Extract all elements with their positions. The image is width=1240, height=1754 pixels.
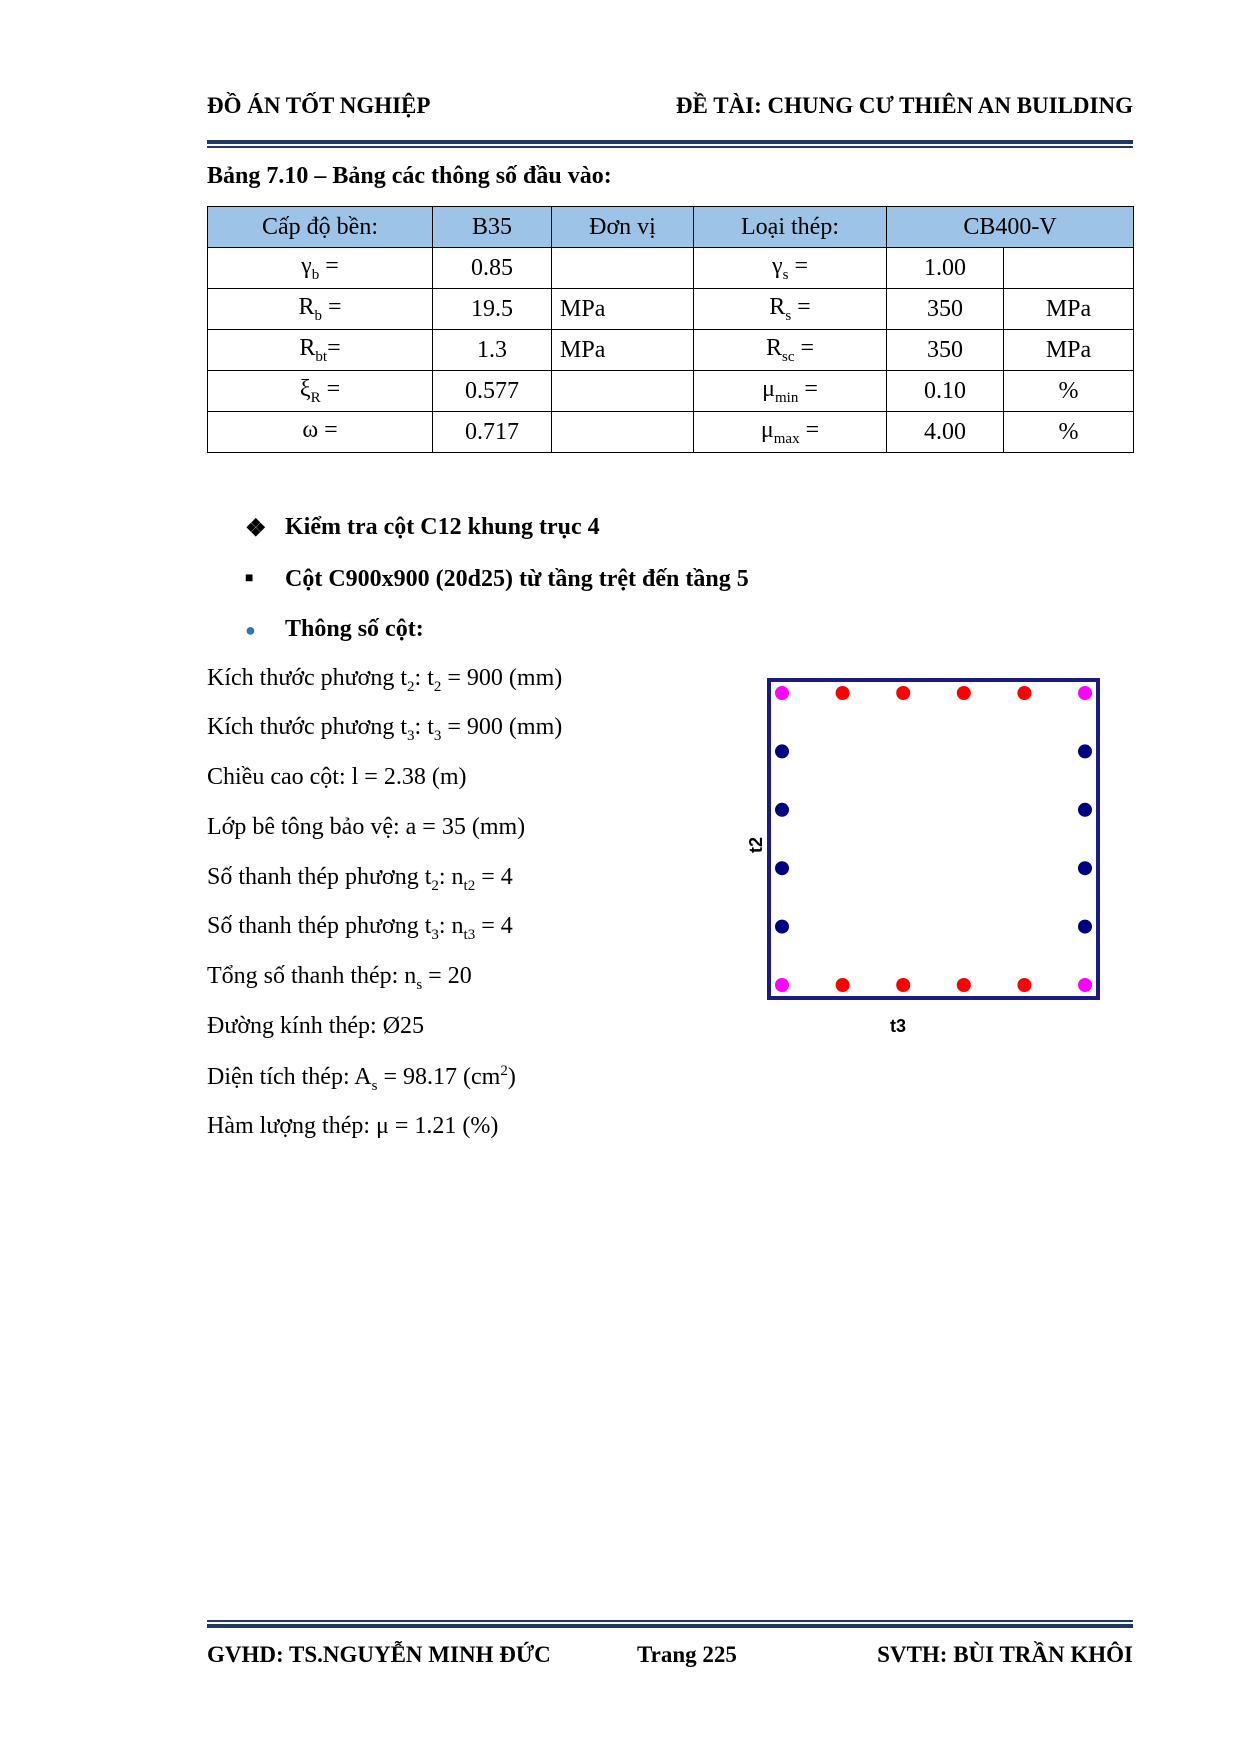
param-unit: [552, 248, 694, 289]
footer-rule-thick: [207, 1624, 1133, 1628]
diamond-bullet-icon: ❖: [245, 516, 267, 542]
page-number: Trang 225: [637, 1642, 737, 1667]
header-rule-thin: [207, 146, 1133, 148]
param-nt2: Số thanh thép phương $t_2$: $n_{t2} = 4$: [207, 864, 513, 894]
param-value: 0.577: [433, 371, 552, 412]
param-unit: [552, 371, 694, 412]
param-symbol: $R_s$ =: [694, 289, 887, 330]
rebar-right: [1078, 744, 1092, 758]
rebar-right: [1078, 920, 1092, 934]
param-symbol: $\gamma_s$ =: [694, 248, 887, 289]
rebar-corner: [775, 686, 789, 700]
bullet-column-params: ● Thông số cột:: [245, 616, 424, 642]
param-symbol: $\mu_{min}$ =: [694, 371, 887, 412]
param-symbol: ω =: [208, 412, 433, 453]
table-row: [208, 330, 1134, 371]
label-t3: t3: [889, 1016, 907, 1036]
square-bullet-icon: ■: [245, 571, 254, 586]
param-value: 19.5: [433, 289, 552, 330]
param-ns: Tổng số thanh thép: $n_s = 20$: [207, 963, 472, 993]
rebar-bottom: [1017, 978, 1031, 992]
param-unit: [552, 412, 694, 453]
table-row: [208, 412, 1134, 453]
rebar-bottom: [836, 978, 850, 992]
param-mu: Hàm lượng thép: μ = 1.21 (%): [207, 1113, 499, 1139]
param-value: 1.00: [887, 248, 1004, 289]
dot-bullet-icon: ●: [245, 620, 256, 640]
param-symbol: $\gamma_b$ =: [208, 248, 433, 289]
unit-label: Đơn vị: [552, 207, 694, 248]
bullet-check-column: ❖ Kiểm tra cột C12 khung trục 4: [245, 514, 600, 542]
param-symbol: $\mu_{max}$ =: [694, 412, 887, 453]
column-section-diagram: [740, 670, 1110, 1040]
table-row: [208, 371, 1134, 412]
steel-type-label: Loại thép:: [694, 207, 887, 248]
rebar-left: [775, 861, 789, 875]
rebar-group: [775, 686, 1092, 992]
rebar-left: [775, 744, 789, 758]
input-parameters-table: [207, 206, 1134, 453]
param-symbol: $R_{bt}=$: [208, 330, 433, 371]
param-value: 0.85: [433, 248, 552, 289]
concrete-grade-value: B35: [433, 207, 552, 248]
section-outline: [769, 680, 1098, 998]
rebar-right: [1078, 861, 1092, 875]
table-header-row: [208, 207, 1134, 248]
param-as: Diện tích thép: $A_s = 98.17$ $(cm^2)$: [207, 1063, 516, 1094]
bullet-column-section: ■ Cột C900x900 (20d25) từ tầng trệt đến tầng 5: [245, 566, 749, 592]
rebar-corner: [1078, 978, 1092, 992]
table-row: [208, 289, 1134, 330]
param-unit: %: [1004, 412, 1134, 453]
rebar-bottom: [957, 978, 971, 992]
rebar-corner: [775, 978, 789, 992]
param-value: 1.3: [433, 330, 552, 371]
label-t2: t2: [746, 836, 766, 854]
param-unit: MPa: [552, 289, 694, 330]
param-unit: %: [1004, 371, 1134, 412]
rebar-top: [1017, 686, 1031, 700]
param-nt3: Số thanh thép phương $t_3$: $n_{t3} = 4$: [207, 913, 513, 943]
param-value: 0.717: [433, 412, 552, 453]
param-unit: MPa: [1004, 330, 1134, 371]
param-t3: Kích thước phương $t_3$: $t_3 = 900$ (mm): [207, 714, 563, 744]
rebar-top: [896, 686, 910, 700]
rebar-corner: [1078, 686, 1092, 700]
rebar-top: [957, 686, 971, 700]
rebar-left: [775, 920, 789, 934]
param-symbol: $R_b$ =: [208, 289, 433, 330]
footer-advisor: GVHD: TS.NGUYỄN MINH ĐỨC: [207, 1642, 551, 1667]
param-t2: Kích thước phương $t_2$: $t_2 = 900$ (mm): [207, 665, 563, 695]
param-diameter: Đường kính thép: Ø25: [207, 1013, 425, 1039]
footer-rule-thin: [207, 1620, 1133, 1622]
header-rule-thick: [207, 140, 1133, 144]
footer-student: SVTH: BÙI TRẦN KHÔI: [877, 1642, 1133, 1667]
header-left: ĐỒ ÁN TỐT NGHIỆP: [207, 93, 431, 118]
steel-type-value: CB400-V: [887, 207, 1134, 248]
table-row: [208, 248, 1134, 289]
param-value: 0.10: [887, 371, 1004, 412]
header-right: ĐỀ TÀI: CHUNG CƯ THIÊN AN BUILDING: [675, 93, 1133, 118]
rebar-right: [1078, 803, 1092, 817]
rebar-top: [836, 686, 850, 700]
param-unit: MPa: [1004, 289, 1134, 330]
param-value: 350: [887, 289, 1004, 330]
param-symbol: $R_{sc}$ =: [694, 330, 887, 371]
param-cover: Lớp bê tông bảo vệ: a = 35 (mm): [207, 814, 526, 840]
param-height: Chiều cao cột: l = 2.38 (m): [207, 764, 467, 790]
param-unit: MPa: [552, 330, 694, 371]
table-caption: Bảng 7.10 – Bảng các thông số đầu vào:: [207, 163, 612, 189]
rebar-bottom: [896, 978, 910, 992]
concrete-grade-label: Cấp độ bền:: [208, 207, 433, 248]
param-value: 350: [887, 330, 1004, 371]
param-unit: [1004, 248, 1134, 289]
param-symbol: $\xi_R$ =: [208, 371, 433, 412]
rebar-left: [775, 803, 789, 817]
param-value: 4.00: [887, 412, 1004, 453]
